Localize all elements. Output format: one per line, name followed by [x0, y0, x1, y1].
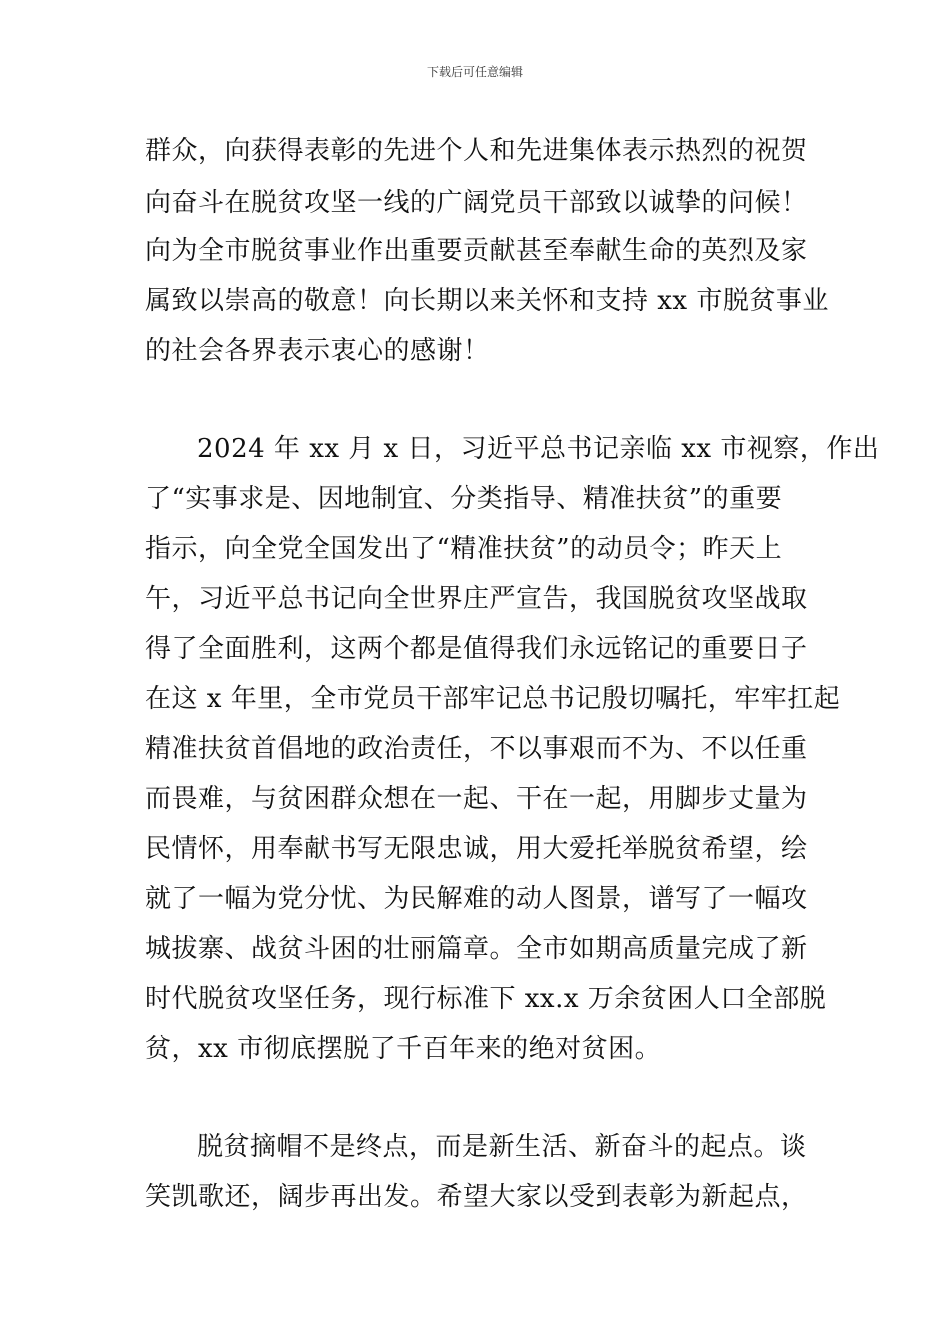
text-line: 2024 年 xx 月 x 日，习近平总书记亲临 xx 市视察，作出: [197, 434, 880, 464]
text-line: 向奋斗在脱贫攻坚一线的广阔党员干部致以诚挚的问候！: [145, 188, 808, 218]
page-header: 下载后可任意编辑: [426, 65, 523, 79]
text-line: 午，习近平总书记向全世界庄严宣告，我国脱贫攻坚战取: [145, 584, 808, 614]
text-line: 贫，xx 市彻底摆脱了千百年来的绝对贫困。: [145, 1034, 662, 1064]
text-line: 群众，向获得表彰的先进个人和先进集体表示热烈的祝贺: [145, 136, 808, 166]
text-line: 就了一幅为党分忧、为民解难的动人图景，谱写了一幅攻: [145, 884, 808, 914]
text-line: 精准扶贫首倡地的政治责任，不以事艰而不为、不以任重: [145, 734, 808, 764]
text-line: 城拔寨、战贫斗困的壮丽篇章。全市如期高质量完成了新: [145, 934, 808, 964]
text-line: 时代脱贫攻坚任务，现行标准下 xx.x 万余贫困人口全部脱: [145, 984, 827, 1014]
text-line: 的社会各界表示衷心的感谢！: [145, 336, 490, 366]
text-line: 向为全市脱贫事业作出重要贡献甚至奉献生命的英烈及家: [145, 236, 808, 266]
text-line: 在这 x 年里，全市党员干部牢记总书记殷切嘱托，牢牢扛起: [145, 684, 841, 714]
text-line: 脱贫摘帽不是终点，而是新生活、新奋斗的起点。谈: [197, 1132, 807, 1162]
text-line: 民情怀，用奉献书写无限忠诚，用大爱托举脱贫希望，绘: [145, 834, 808, 864]
text-line: 而畏难，与贫困群众想在一起、干在一起，用脚步丈量为: [145, 784, 808, 814]
text-line: 笑凯歌还，阔步再出发。希望大家以受到表彰为新起点，: [145, 1182, 808, 1212]
text-line: 属致以崇高的敬意！向长期以来关怀和支持 xx 市脱贫事业: [145, 286, 829, 316]
text-line: 指示，向全党全国发出了“精准扶贫”的动员令；昨天上: [145, 534, 783, 564]
text-line: 了“实事求是、因地制宜、分类指导、精准扶贫”的重要: [145, 484, 783, 514]
text-line: 得了全面胜利，这两个都是值得我们永远铭记的重要日子: [145, 634, 808, 664]
